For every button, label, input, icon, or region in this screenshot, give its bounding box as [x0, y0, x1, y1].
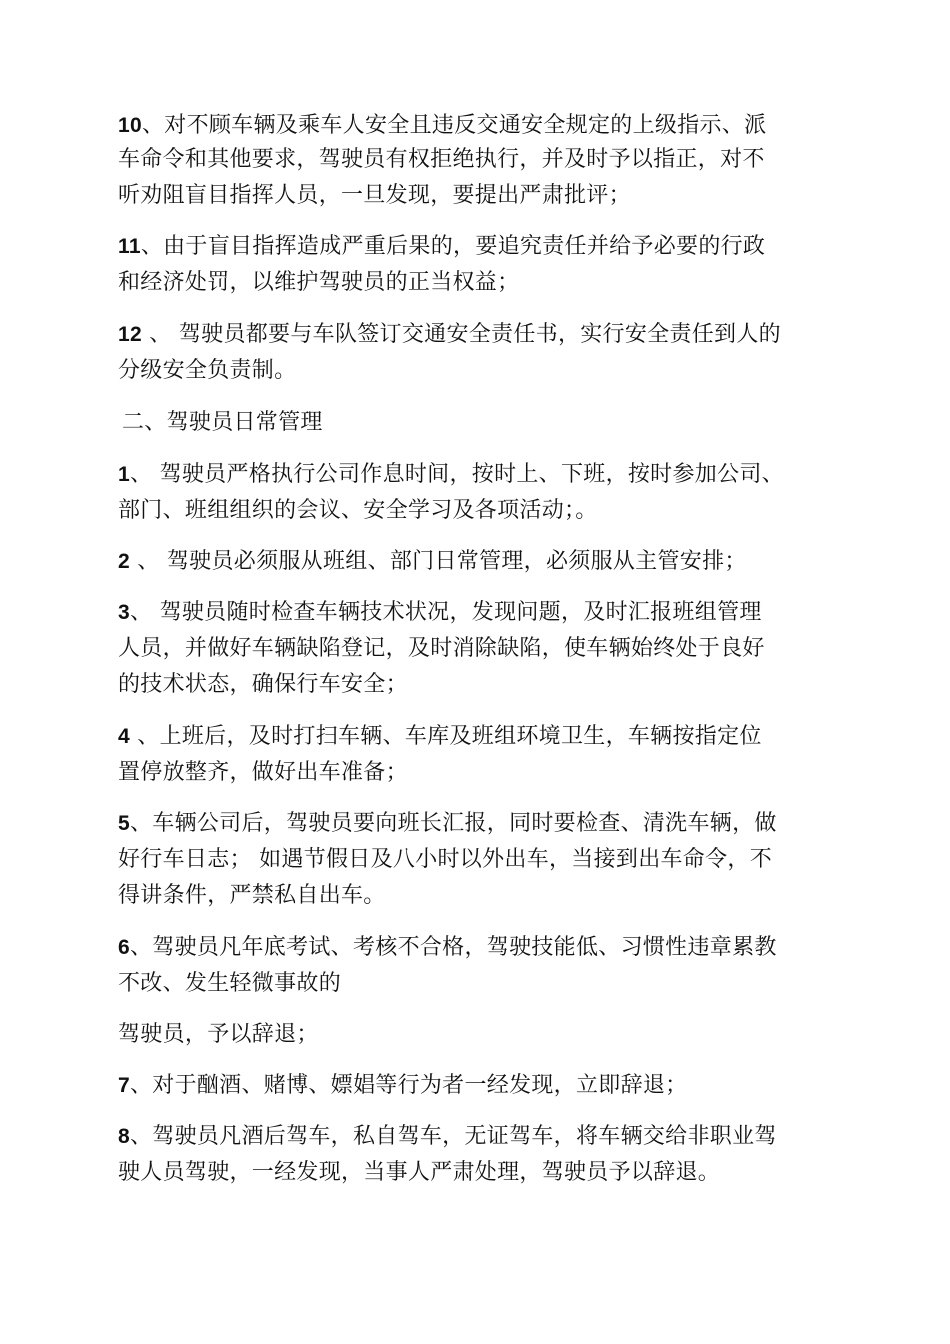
item-number: 3 — [118, 601, 130, 624]
line-text: 、驾驶员凡年底考试、考核不合格，驾驶技能低、习惯性违章累教 — [129, 935, 777, 960]
paragraph-10-line-3: 听劝阻盲目指挥人员，一旦发现，要提出严肃批评； — [118, 183, 631, 208]
paragraph-6-continuation: 驾驶员，予以辞退； — [118, 1022, 319, 1047]
item-number: 4 — [118, 725, 130, 748]
line-text: 、 驾驶员必须服从班组、部门日常管理，必须服从主管安排； — [129, 549, 747, 574]
item-number: 11 — [118, 235, 141, 258]
paragraph-2-line-1 — [118, 547, 747, 577]
paragraph-6-line-1 — [118, 933, 777, 963]
item-number: 2 — [118, 550, 130, 573]
line-text: 、 驾驶员都要与车队签订交通安全责任书，实行安全责任到人的 — [141, 322, 781, 347]
line-text: 、对不顾车辆及乘车人安全且违反交通安全规定的上级指示、派 — [141, 113, 767, 138]
paragraph-7-line-1 — [118, 1071, 688, 1101]
paragraph-1-line-2: 部门、班组组织的会议、安全学习及各项活动；。 — [118, 498, 598, 523]
line-text: 、上班后，及时打扫车辆、车库及班组环境卫生，车辆按指定位 — [129, 724, 762, 749]
item-number: 6 — [118, 936, 130, 959]
paragraph-4-line-2: 置停放整齐，做好出车准备； — [118, 760, 408, 785]
item-number: 12 — [118, 323, 142, 346]
paragraph-10-line-2: 车命令和其他要求，驾驶员有权拒绝执行，并及时予以指正，对不 — [118, 147, 765, 172]
item-number: 7 — [118, 1074, 130, 1097]
paragraph-3-line-2: 人员，并做好车辆缺陷登记，及时消除缺陷，使车辆始终处于良好 — [118, 636, 765, 661]
line-text: 、驾驶员凡酒后驾车，私自驾车，无证驾车，将车辆交给非职业驾 — [129, 1124, 777, 1149]
paragraph-11-line-1 — [118, 232, 765, 262]
paragraph-5-line-2: 好行车日志； 如遇节假日及八小时以外出车，当接到出车命令，不 — [118, 847, 772, 872]
paragraph-8-line-1 — [118, 1122, 777, 1152]
item-number: 8 — [118, 1125, 130, 1148]
line-text: 、由于盲目指挥造成严重后果的，要追究责任并给予必要的行政 — [140, 234, 766, 259]
paragraph-3-line-1 — [118, 598, 762, 628]
line-text: 、 驾驶员严格执行公司作息时间，按时上、下班，按时参加公司、 — [129, 462, 784, 487]
paragraph-8-line-2: 驶人员驾驶，一经发现，当事人严肃处理，驾驶员予以辞退。 — [118, 1160, 721, 1185]
item-number: 10 — [118, 114, 142, 137]
paragraph-3-line-3: 的技术状态，确保行车安全； — [118, 672, 408, 697]
paragraph-12-line-2: 分级安全负责制。 — [118, 358, 297, 383]
paragraph-10-line-1 — [118, 111, 766, 141]
item-number: 1 — [118, 463, 130, 486]
paragraph-5-line-1 — [118, 809, 777, 839]
paragraph-1-line-1 — [118, 460, 784, 490]
paragraph-11-line-2: 和经济处罚，以维护驾驶员的正当权益； — [118, 270, 520, 295]
paragraph-4-line-1 — [118, 722, 762, 752]
line-text: 、对于酗酒、赌博、嫖娼等行为者一经发现，立即辞退； — [129, 1073, 688, 1098]
line-text: 、 驾驶员随时检查车辆技术状况，发现问题，及时汇报班组管理 — [129, 600, 762, 625]
paragraph-5-line-3: 得讲条件，严禁私自出车。 — [118, 883, 386, 908]
line-text: 、车辆公司后，驾驶员要向班长汇报，同时要检查、清洗车辆，做 — [129, 811, 777, 836]
item-number: 5 — [118, 812, 130, 835]
paragraph-12-line-1 — [118, 320, 781, 350]
section-heading: 二、驾驶员日常管理 — [122, 410, 323, 435]
paragraph-6-line-2: 不改、发生轻微事故的 — [118, 971, 342, 996]
